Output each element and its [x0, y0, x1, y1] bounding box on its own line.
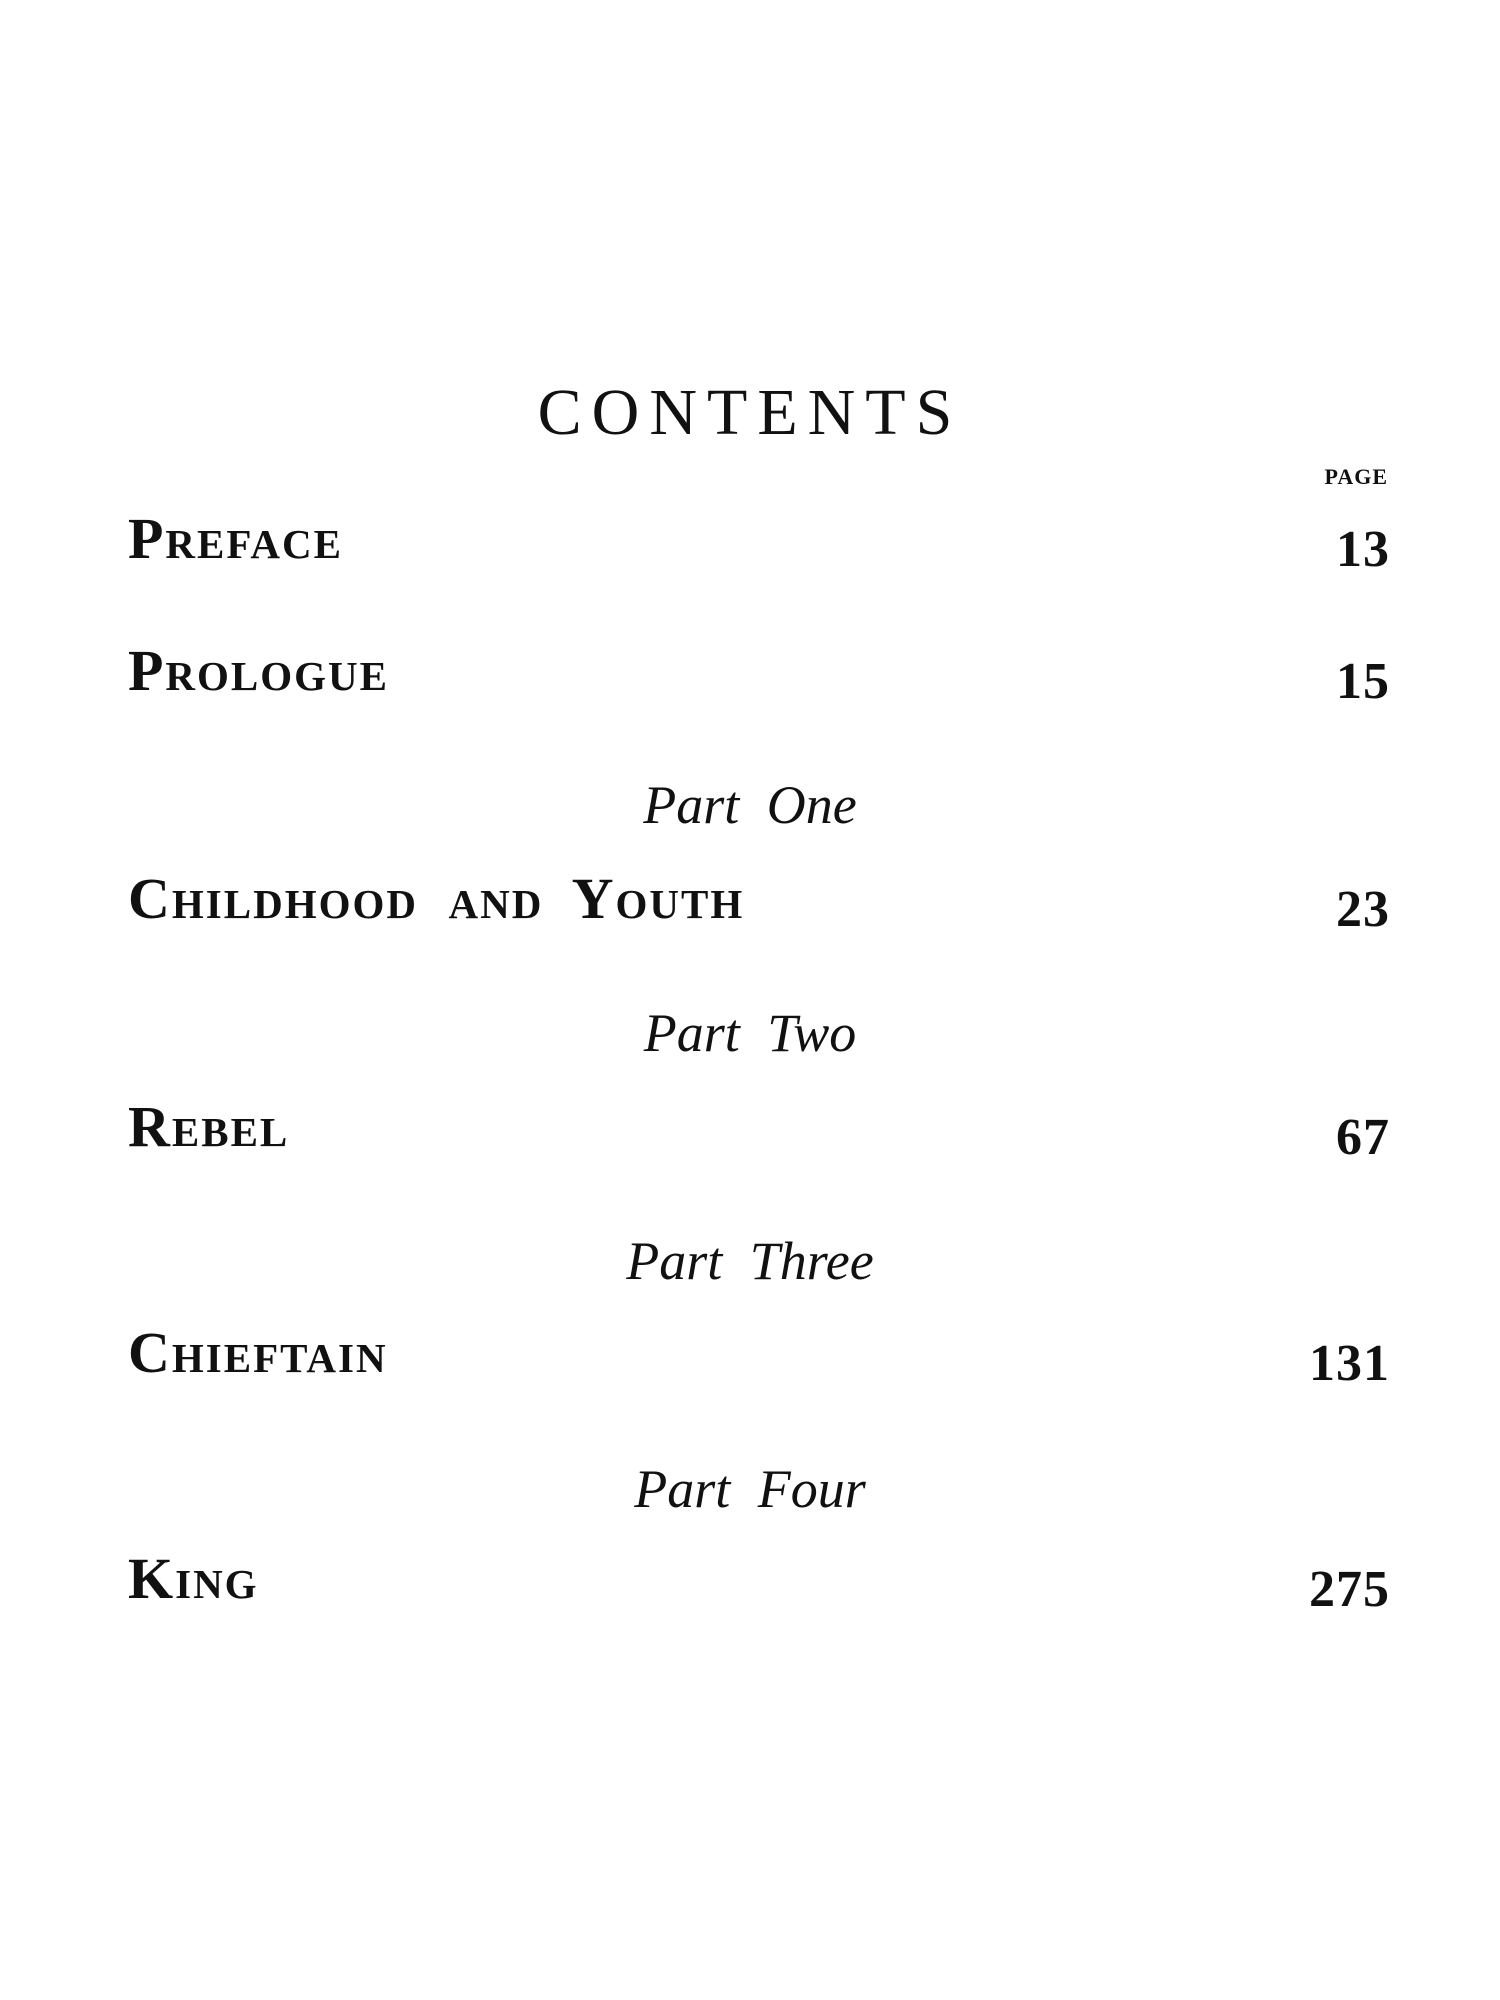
toc-entry-king[interactable]: [128, 1546, 1390, 1618]
toc-entry-childhood-and-youth[interactable]: [128, 866, 1390, 938]
toc-entry-title: Chieftain: [128, 1320, 388, 1385]
page-title: CONTENTS: [537, 376, 963, 449]
toc-entry-page-number: 67: [1336, 1109, 1390, 1166]
toc-entry-title: King: [128, 1546, 259, 1611]
part-heading-four: Part Four: [634, 1459, 866, 1519]
toc-entry-preface[interactable]: [128, 506, 1390, 578]
toc-entry-page-number: 15: [1336, 653, 1390, 710]
toc-entry-chieftain[interactable]: [128, 1320, 1390, 1392]
toc-entry-page-number: 23: [1336, 881, 1390, 938]
toc-entry-title: Prologue: [128, 638, 390, 703]
toc-entry-title: Rebel: [128, 1094, 290, 1159]
part-heading-one: Part One: [643, 775, 857, 835]
part-heading-two: Part Two: [643, 1003, 857, 1063]
toc-entry-title: Preface: [128, 506, 343, 571]
toc-entry-page-number: 131: [1309, 1335, 1390, 1392]
page-column-label: PAGE: [1324, 464, 1388, 489]
toc-entry-title: Childhood and Youth: [128, 866, 745, 931]
toc-entry-rebel[interactable]: [128, 1094, 1390, 1166]
part-heading-three: Part Three: [626, 1231, 874, 1291]
toc-entry-page-number: 275: [1309, 1561, 1390, 1618]
toc-entry-prologue[interactable]: [128, 638, 1390, 710]
toc-entry-page-number: 13: [1336, 521, 1390, 578]
